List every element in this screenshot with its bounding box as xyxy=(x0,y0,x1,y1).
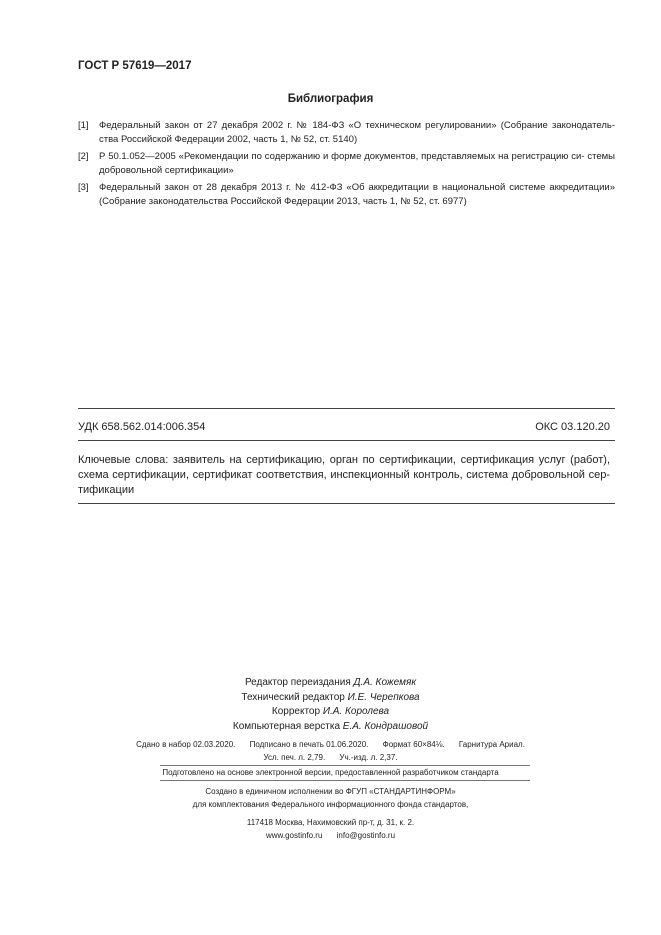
email-link[interactable]: info@gostinfo.ru xyxy=(336,831,396,840)
bibliography-item xyxy=(78,119,615,147)
credit-name: Е.А. Кондрашовой xyxy=(342,720,429,732)
credit-line xyxy=(0,691,661,706)
credit-name: Д.А. Кожемяк xyxy=(353,677,417,688)
bibliography-item-number: [3] xyxy=(78,182,89,193)
bibliography-item-number: [1] xyxy=(78,120,89,131)
website-link[interactable]: www.gostinfo.ru xyxy=(265,831,323,840)
print-info-field: Гарнитура Ариал. xyxy=(458,740,525,749)
bibliography-title: Библиография xyxy=(287,93,374,105)
credit-role: Технический редактор xyxy=(241,691,345,703)
bibliography-item-text: Федеральный закон от 28 декабря 2013 г. № 412-ФЗ «Об аккредитации в национальной системе аккредитации» (Собрание законодательства Российской Федерации 2013, часть 1, № 52, ст. 6977) xyxy=(99,182,615,207)
publisher-info xyxy=(0,785,661,842)
credit-line xyxy=(0,676,661,691)
credit-role: Редактор переиздания xyxy=(244,677,351,688)
print-info-field: Подписано в печать 01.06.2020. xyxy=(249,740,369,749)
publisher-line: для комплектования Федерального информационного фонда стандартов, xyxy=(192,800,469,809)
credit-role: Корректор xyxy=(271,706,321,717)
print-info-field: Усл. печ. л. 2,79. xyxy=(263,753,326,762)
bottom-divider xyxy=(78,503,615,504)
bibliography-item-number: [2] xyxy=(78,151,89,162)
oks-code: ОКС 03.120.20 xyxy=(535,421,610,433)
publisher-contacts xyxy=(0,829,661,842)
bibliography-item xyxy=(78,181,615,209)
print-info-line xyxy=(0,751,661,764)
editorial-credits xyxy=(0,676,661,734)
credit-line xyxy=(0,705,661,720)
credit-line xyxy=(0,720,661,735)
bibliography-item-text: Р 50.1.052—2005 «Рекомендации по содержанию и форме документов, представляемых на регистрацию си- стемы добровольной сертификации» xyxy=(99,151,615,176)
print-info-field: Уч.-изд. л. 2,37. xyxy=(339,753,398,762)
credit-name: И.Е. Черепкова xyxy=(347,691,420,703)
source-note xyxy=(0,766,661,779)
bibliography-item-text: Федеральный закон от 27 декабря 2002 г. № 184-ФЗ «О техническом регулировании» (Собрание законодатель- ства Российской Федерации 2002, часть 1, № 52, ст. 5140) xyxy=(99,120,615,145)
publisher-address: 117418 Москва, Нахимовский пр-т, д. 31, к. 2. xyxy=(246,818,415,827)
print-info-field: Сдано в набор 02.03.2020. xyxy=(136,740,236,749)
print-info-line xyxy=(0,738,661,751)
bibliography-item xyxy=(78,150,615,178)
credit-name: И.А. Королева xyxy=(322,706,390,717)
source-note-text: Подготовлено на основе электронной версии, предоставленной разработчиком стандарта xyxy=(162,768,499,777)
publisher-line: Создано в единичном исполнении во ФГУП «СТАНДАРТИНФОРМ» xyxy=(205,787,456,796)
print-info xyxy=(0,738,661,764)
imprint-divider xyxy=(160,780,530,781)
top-divider xyxy=(78,408,615,409)
credit-role: Компьютерная верстка xyxy=(232,720,341,732)
udk-code: УДК 658.562.014:006.354 xyxy=(78,421,206,433)
middle-divider xyxy=(78,440,615,441)
document-code: ГОСТ Р 57619—2017 xyxy=(78,60,192,72)
keywords: Ключевые слова: заявитель на сертификацию, орган по сертификации, сертификация услуг (работ), схема сертификации, сертификат соответствия, инспекционный контроль, система добровольной сер- тификации xyxy=(78,454,610,496)
print-info-field: Формат 60×84⅛. xyxy=(382,740,445,749)
